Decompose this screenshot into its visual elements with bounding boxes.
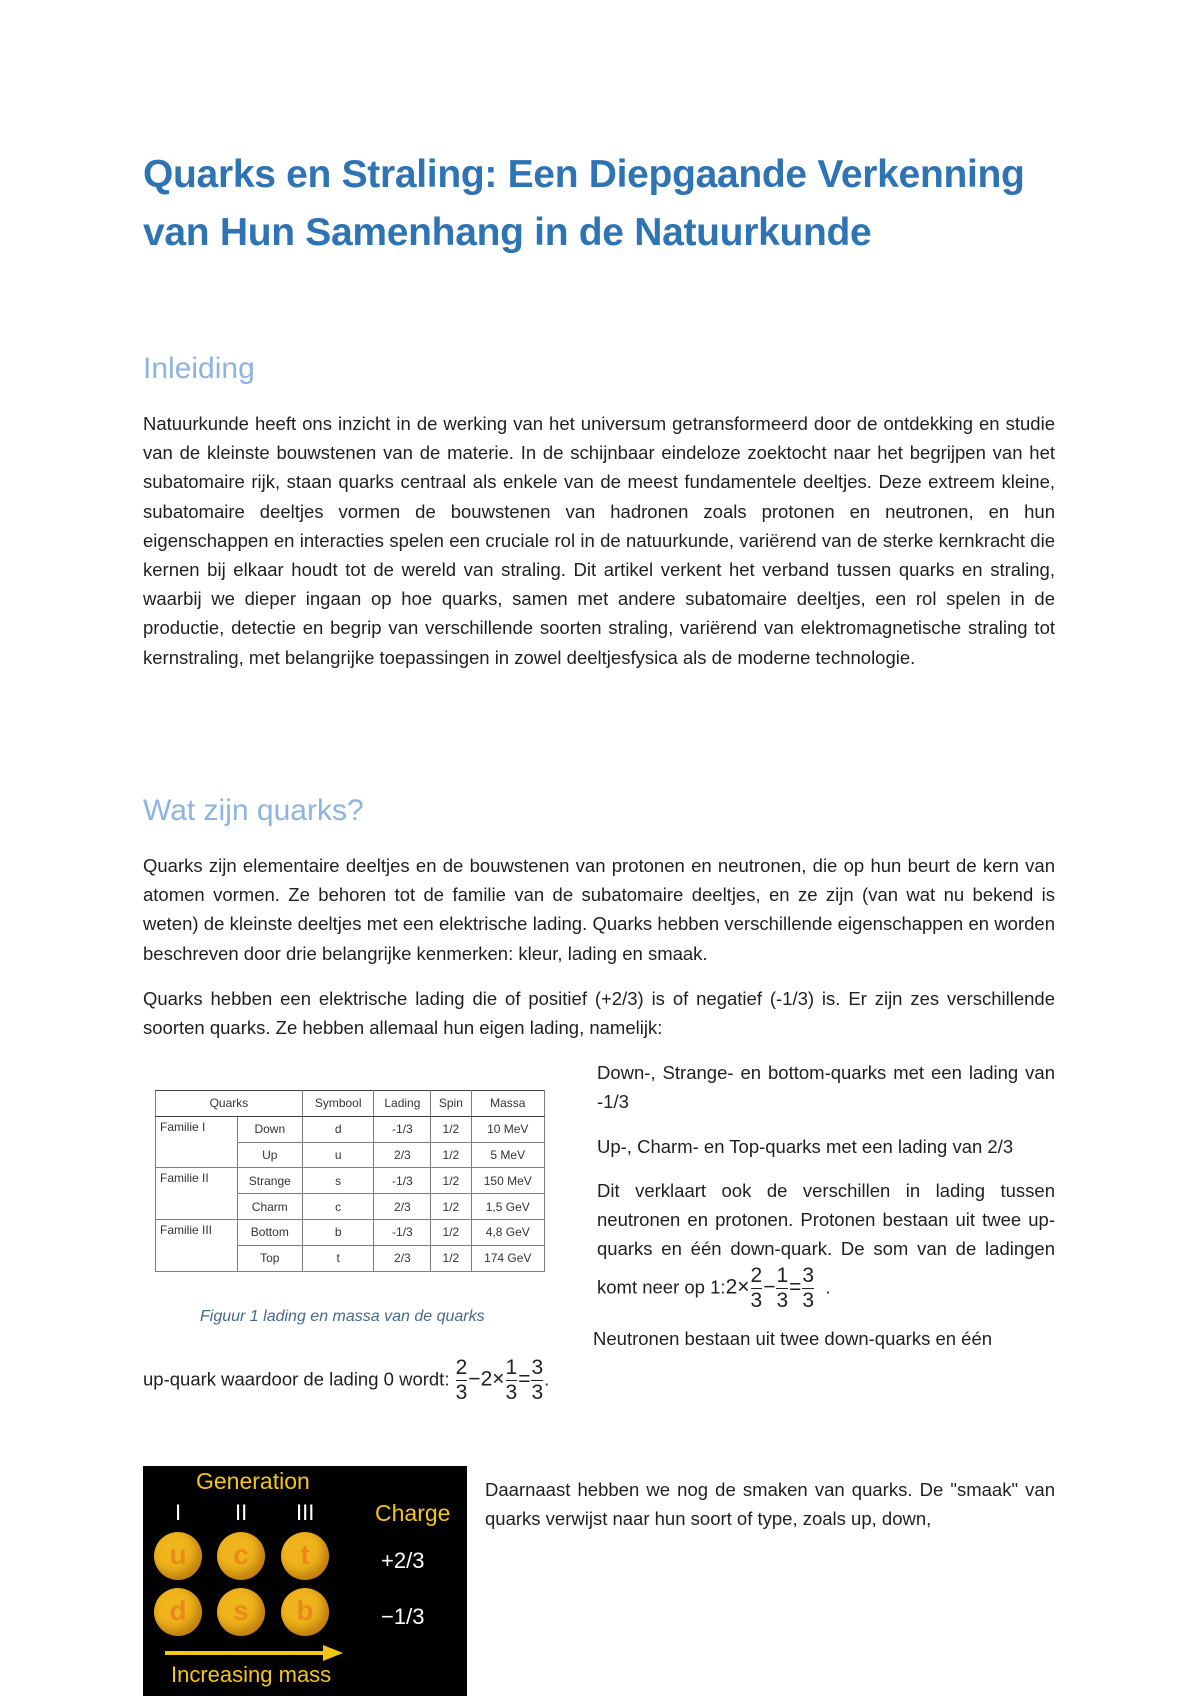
flavour-paragraph: Daarnaast hebben we nog de smaken van quarks. De "smaak" van quarks verwijst naar hun soort of type, zoals up, down, <box>485 1479 1055 1530</box>
math-number: 2 <box>725 1275 738 1298</box>
quark-name: Bottom <box>237 1219 302 1245</box>
proton-paragraph <box>597 1176 1055 1313</box>
table-header: Massa <box>471 1091 545 1117</box>
quark-ball-top: t <box>281 1532 329 1580</box>
quark-mass: 150 MeV <box>471 1168 545 1194</box>
family-label: Familie II <box>156 1168 238 1220</box>
denominator: 3 <box>802 1288 815 1312</box>
numerator: 1 <box>505 1356 518 1379</box>
math-number: 2 <box>480 1367 493 1391</box>
family-label: Familie III <box>156 1219 238 1271</box>
denominator: 3 <box>750 1288 763 1312</box>
generation-numeral: III <box>296 1500 315 1525</box>
quark-ball-charm: c <box>217 1532 265 1580</box>
increasing-mass-label: Increasing mass <box>171 1662 332 1687</box>
generation-title: Generation <box>196 1468 310 1494</box>
quark-spin: 1/2 <box>431 1142 471 1168</box>
denominator: 3 <box>531 1381 544 1404</box>
table-header: Spin <box>431 1091 471 1117</box>
charge-title: Charge <box>375 1500 451 1526</box>
generation-numeral: I <box>175 1500 182 1525</box>
quark-symbol: d <box>302 1116 374 1142</box>
proton-formula-prefix: 1: <box>710 1276 726 1297</box>
fraction <box>802 1264 814 1313</box>
intro-paragraph: Natuurkunde heeft ons inzicht in de werking van het universum getransformeerd door de ontdekking en studie van de kleinste bouwstenen van de materie. In de schijnbaar eindeloze zoektocht naar het begrijpen van het subatomaire rijk, staan quarks centraal als enkele van de meest fundamentele deeltjes. Deze extreem kleine, subatomaire deeltjes vormen de bouwstenen van hadronen zoals protonen en neutronen, en hun eigenschappen en interacties spelen een cruciale rol in de natuurkunde, variërend van de sterke kernkracht die kernen bij elkaar houdt tot de wereld van straling. Dit artikel verkent het verband tussen quarks en straling, waarbij we dieper ingaan op hoe quarks, samen met andere subatomaire deeltjes, een rol spelen in de productie, detectie en begrip van verschillende soorten straling, variërend van elektromagnetische straling tot kernstraling, met belangrijke toepassingen in zowel deeltjesfysica als de moderne technologie. <box>143 413 1055 668</box>
figure-caption: Figuur 1 lading en massa van de quarks <box>200 1308 485 1325</box>
denominator: 3 <box>455 1381 468 1404</box>
fraction <box>776 1264 788 1313</box>
quarks-paragraph-2: Quarks hebben een elektrische lading die of positief (+2/3) is of negatief (-1/3) is. Er zijn zes verschillende soorten quarks. Ze hebben allemaal hun eigen lading, namelijk: <box>143 988 1055 1039</box>
quark-charge: -1/3 <box>374 1168 431 1194</box>
table-row <box>156 1168 545 1194</box>
quark-mass: 4,8 GeV <box>471 1219 545 1245</box>
quark-symbol: b <box>302 1219 374 1245</box>
math-operator: − <box>763 1275 776 1298</box>
document-title: Quarks en Straling: Een Diepgaande Verkenning van Hun Samenhang in de Natuurkunde <box>143 153 1025 254</box>
down-quarks-line: Down-, Strange- en bottom-quarks met een lading van -1/3 <box>597 1062 1055 1113</box>
quark-ball-down: d <box>154 1588 202 1636</box>
increasing-mass-arrow-icon <box>165 1644 345 1662</box>
denominator: 3 <box>776 1288 789 1312</box>
neutron-paragraph <box>143 1356 1055 1405</box>
table-row <box>156 1219 545 1245</box>
quark-spin: 1/2 <box>431 1116 471 1142</box>
quark-charge: -1/3 <box>374 1116 431 1142</box>
quark-symbol: u <box>302 1142 374 1168</box>
quark-spin: 1/2 <box>431 1245 471 1271</box>
generation-numeral: II <box>235 1500 248 1525</box>
heading-inleiding: Inleiding <box>143 352 255 385</box>
numerator: 1 <box>776 1263 789 1287</box>
generation-figure <box>143 1466 467 1696</box>
quark-symbol: c <box>302 1194 374 1220</box>
quarks-paragraph-1: Quarks zijn elementaire deeltjes en de bouwstenen van protonen en neutronen, die op hun beurt de kern van atomen vormen. Ze behoren tot de familie van de subatomaire deeltjes, en ze zijn (van wat nu bekend is weten) de kleinste deeltjes met een elektrische lading. Quarks hebben verschillende eigenschappen en worden beschreven door drie belangrijke kenmerken: kleur, lading en smaak. <box>143 855 1055 964</box>
neutron-text-a: Neutronen bestaan uit twee down-quarks en één <box>593 1328 993 1349</box>
quark-mass: 174 GeV <box>471 1245 545 1271</box>
quark-ball-strange: s <box>217 1588 265 1636</box>
quark-ball-up: u <box>154 1532 202 1580</box>
quark-mass: 10 MeV <box>471 1116 545 1142</box>
quark-name: Charm <box>237 1194 302 1220</box>
math-operator: × <box>492 1367 505 1391</box>
quark-mass: 1,5 GeV <box>471 1194 545 1220</box>
quark-mass: 5 MeV <box>471 1142 545 1168</box>
math-operator: = <box>789 1275 802 1298</box>
quark-symbol: s <box>302 1168 374 1194</box>
up-quarks-line: Up-, Charm- en Top-quarks met een lading van 2/3 <box>597 1136 1014 1157</box>
quark-name: Up <box>237 1142 302 1168</box>
quark-name: Down <box>237 1116 302 1142</box>
quark-spin: 1/2 <box>431 1219 471 1245</box>
numerator: 2 <box>750 1263 763 1287</box>
quark-spin: 1/2 <box>431 1194 471 1220</box>
math-period: . <box>544 1368 550 1390</box>
quark-spin: 1/2 <box>431 1168 471 1194</box>
math-operator: × <box>737 1275 750 1298</box>
quark-symbol: t <box>302 1245 374 1271</box>
denominator: 3 <box>505 1381 518 1404</box>
quark-name: Top <box>237 1245 302 1271</box>
family-label: Familie I <box>156 1116 238 1168</box>
heading-wat-zijn-quarks: Wat zijn quarks? <box>143 794 364 827</box>
table-header-row <box>156 1091 545 1117</box>
fraction <box>751 1264 763 1313</box>
table-row <box>156 1116 545 1142</box>
quark-charge: 2/3 <box>374 1245 431 1271</box>
math-operator: = <box>518 1367 531 1391</box>
math-operator: − <box>468 1367 481 1391</box>
proton-text: Dit verklaart ook de verschillen in lading tussen neutronen en protonen. Protonen bestaan uit twee up-quarks en één down-quark. De som van de ladingen komt neer op <box>597 1180 1055 1297</box>
quark-table <box>155 1090 545 1272</box>
neutron-text-b: up-quark waardoor de lading 0 wordt: <box>143 1368 450 1390</box>
charge-negative: −1/3 <box>381 1604 425 1629</box>
quark-charge: 2/3 <box>374 1142 431 1168</box>
fraction <box>506 1356 518 1405</box>
numerator: 3 <box>531 1356 544 1379</box>
math-period: . <box>825 1276 831 1297</box>
fraction <box>531 1356 543 1405</box>
quark-charge: 2/3 <box>374 1194 431 1220</box>
quark-ball-bottom: b <box>281 1588 329 1636</box>
table-header: Quarks <box>156 1091 303 1117</box>
quark-name: Strange <box>237 1168 302 1194</box>
numerator: 3 <box>802 1263 815 1287</box>
charge-positive: +2/3 <box>381 1548 425 1573</box>
table-header: Symbool <box>302 1091 374 1117</box>
numerator: 2 <box>455 1356 468 1379</box>
table-header: Lading <box>374 1091 431 1117</box>
fraction <box>456 1356 468 1405</box>
quark-charge: -1/3 <box>374 1219 431 1245</box>
